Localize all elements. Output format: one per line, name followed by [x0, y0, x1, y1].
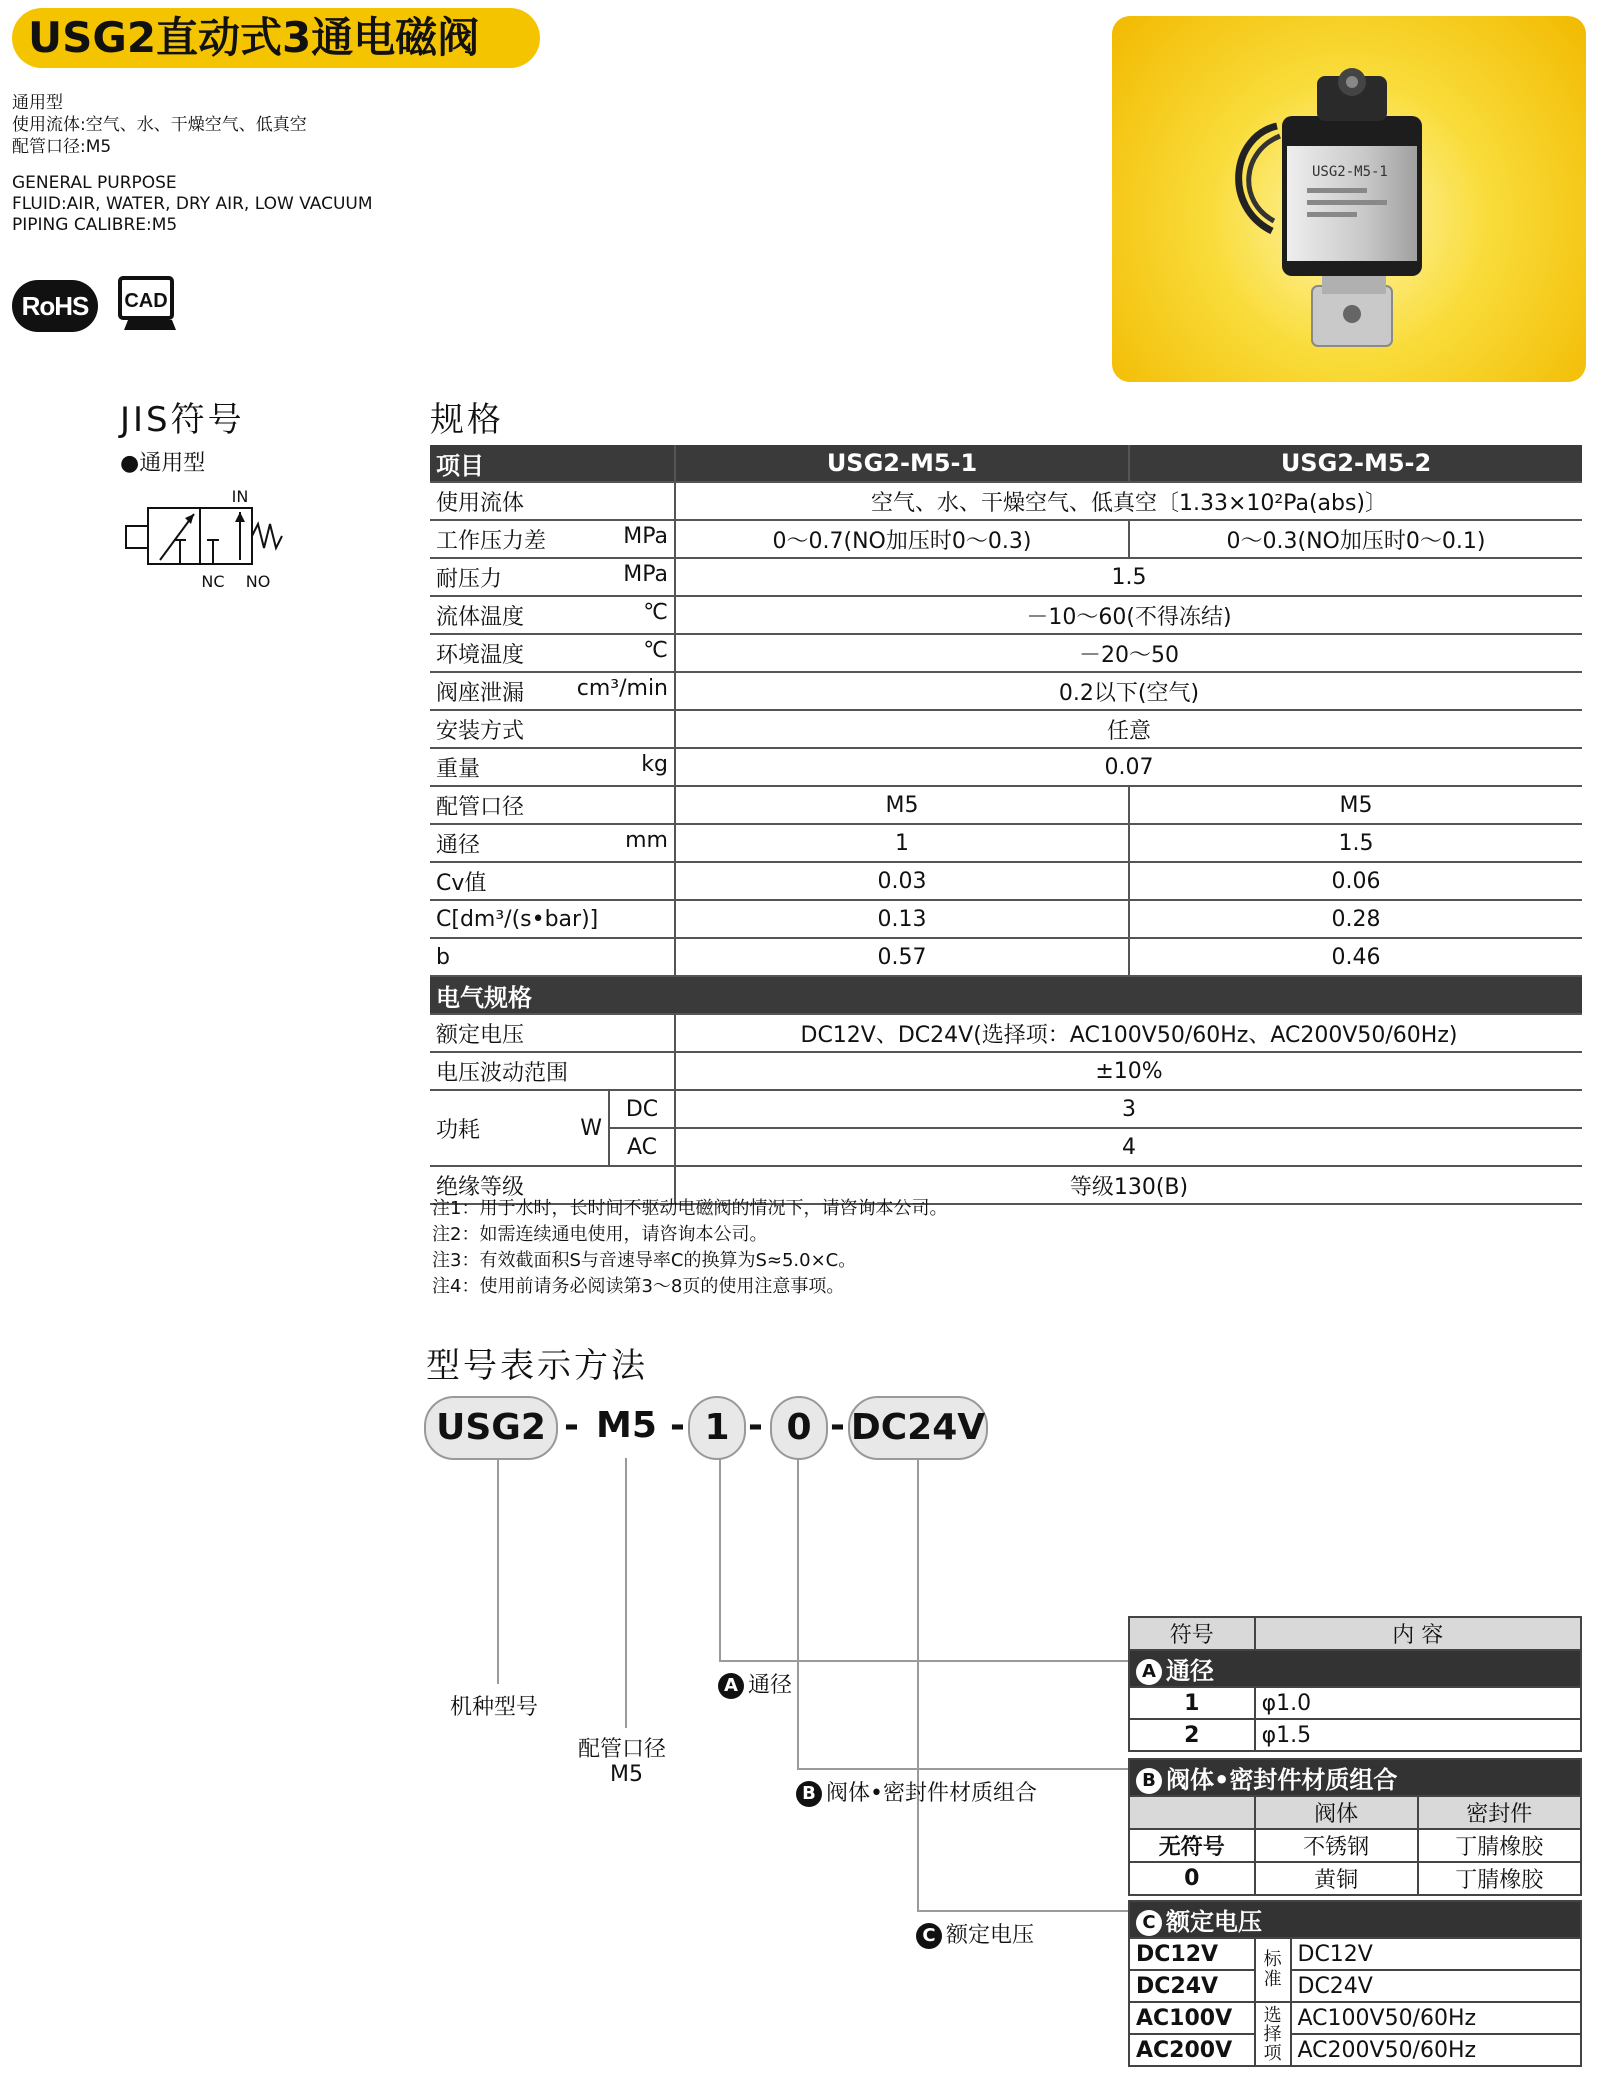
table-row	[430, 748, 1582, 786]
spec-row-label: 安装方式	[436, 718, 525, 744]
col-content: 内 容	[1255, 1617, 1581, 1650]
desc-en-1: GENERAL PURPOSE	[12, 173, 177, 193]
desc-cn-1: 通用型	[12, 93, 63, 113]
table-row	[430, 558, 1582, 596]
voltage-label: 额定电压	[430, 1014, 675, 1052]
spec-row-label: 配管口径	[436, 794, 525, 820]
selector-b-table: B 阀体•密封件材质组合 阀体 密封件 无符号 不锈钢 丁腈橡胶 0 黄铜 丁腈橡胶	[1128, 1758, 1582, 1896]
leader-series	[497, 1458, 499, 1684]
spec-row-value-2: 0～0.3(NO加压时0～0.1)	[1129, 520, 1582, 558]
table-row	[430, 1090, 1582, 1128]
note-1: 注1：用于水时，长时间不驱动电磁阀的情况下，请咨询本公司。	[432, 1198, 948, 1219]
table-row: DC12V 标准 DC12V	[1129, 1938, 1581, 1970]
table-row: 0 黄铜 丁腈橡胶	[1129, 1862, 1581, 1895]
desc-en-2: FLUID:AIR, WATER, DRY AIR, LOW VACUUM	[12, 194, 373, 214]
spec-row-value-1: 0.57	[675, 938, 1129, 976]
spec-row-unit: ℃	[643, 599, 668, 625]
note-2: 注2：如需连续通电使用，请咨询本公司。	[432, 1224, 768, 1245]
port-in-label: IN	[231, 487, 249, 506]
rohs-badge: RoHS	[12, 280, 98, 332]
spec-col-1: USG2-M5-1	[675, 445, 1129, 482]
port-no-label: NO	[245, 572, 271, 591]
table-row: AC100V 选择项 AC100V50/60Hz	[1129, 2002, 1581, 2034]
spec-row-label: 工作压力差	[436, 528, 547, 554]
table-row	[430, 482, 1582, 520]
spec-row-label: Cv值	[436, 870, 487, 896]
selector-a-title: A 通径	[1129, 1650, 1581, 1687]
jis-heading: JIS符号	[120, 400, 245, 440]
model-heading: 型号表示方法	[426, 1346, 648, 1386]
elec-header-row	[430, 976, 1582, 1014]
table-row	[430, 1014, 1582, 1052]
table-row	[430, 938, 1582, 976]
mark-a: A	[718, 1673, 744, 1699]
cad-label: CAD	[124, 290, 168, 312]
power-unit: W	[580, 1115, 602, 1141]
power-dc-label: DC	[610, 1091, 674, 1129]
port-nc-label: NC	[201, 572, 225, 591]
spec-row-value-1: －10～60(不得冻结)	[675, 596, 1582, 634]
product-photo	[1112, 16, 1586, 382]
spec-row-value-1: 0.13	[675, 900, 1129, 938]
mark-b: B	[796, 1781, 822, 1807]
spec-row-value-1: 任意	[675, 710, 1582, 748]
code-dash-2: -	[670, 1405, 685, 1446]
selector-c-table	[1128, 1900, 1582, 2067]
insul-label: 绝缘等级	[430, 1166, 675, 1204]
cad-icon[interactable]	[116, 274, 180, 336]
code-dash-3: -	[748, 1405, 763, 1446]
table-row	[430, 1052, 1582, 1090]
spec-row-label: 环境温度	[436, 642, 525, 668]
elec-heading: 电气规格	[430, 976, 1582, 1014]
power-label: 功耗	[436, 1117, 481, 1143]
power-dc-value: 3	[675, 1090, 1582, 1128]
code-port: M5	[596, 1405, 657, 1446]
spec-row-unit: cm³/min	[576, 675, 668, 701]
spec-row-value-2: 0.46	[1129, 938, 1582, 976]
code-series: USG2	[424, 1396, 558, 1460]
power-ac-label: AC	[626, 1134, 658, 1160]
table-row	[430, 710, 1582, 748]
product-label-text: USG2-M5-1	[1312, 164, 1388, 180]
spec-row-value-2: 1.5	[1129, 824, 1582, 862]
table-row	[430, 596, 1582, 634]
spec-row-unit: kg	[641, 751, 668, 777]
spec-col-item: 项目	[430, 445, 675, 482]
leader-c-h	[917, 1910, 1129, 1912]
power-ac-value: 4	[675, 1128, 1582, 1166]
code-c: DC24V	[848, 1396, 988, 1460]
spec-row-value-2: M5	[1129, 786, 1582, 824]
insul-value: 等级130(B)	[675, 1166, 1582, 1204]
table-row: AC200V AC200V50/60Hz	[1129, 2034, 1581, 2066]
spec-row-label: b	[436, 944, 450, 970]
spec-row-value-1: 0.07	[675, 748, 1582, 786]
spec-row-value-2: 0.06	[1129, 862, 1582, 900]
leader-port	[625, 1458, 627, 1728]
selector-b-title: B 阀体•密封件材质组合	[1129, 1759, 1581, 1796]
spec-row-value-1: M5	[675, 786, 1129, 824]
c-opt-label: 选择项	[1255, 2002, 1291, 2066]
fluct-value: ±10%	[675, 1052, 1582, 1090]
spec-row-value-1: 1	[675, 824, 1129, 862]
spec-row-unit: mm	[625, 827, 668, 853]
spec-row-value-2: 0.28	[1129, 900, 1582, 938]
table-row	[430, 824, 1582, 862]
leader-b	[797, 1458, 799, 1770]
spec-header-row	[430, 445, 1582, 482]
leader-a	[719, 1458, 721, 1662]
cap-a: A 通径	[718, 1668, 792, 1699]
spec-row-value-1: 空气、水、干燥空气、低真空〔1.33×10²Pa(abs)〕	[675, 482, 1582, 520]
code-dash-4: -	[830, 1405, 845, 1446]
spec-row-label: 阀座泄漏	[436, 680, 525, 706]
fluct-label: 电压波动范围	[430, 1052, 675, 1090]
col-symbol: 符号	[1129, 1617, 1255, 1650]
jis-symbol	[112, 484, 302, 596]
code-a: 1	[688, 1396, 746, 1460]
table-row	[430, 900, 1582, 938]
voltage-value: DC12V、DC24V(选择项：AC100V50/60Hz、AC200V50/60Hz)	[675, 1014, 1582, 1052]
table-row	[430, 862, 1582, 900]
table-row	[430, 672, 1582, 710]
mark-c: C	[916, 1923, 942, 1949]
spec-row-label: 流体温度	[436, 604, 525, 630]
power-cell	[430, 1090, 675, 1166]
spec-col-2: USG2-M5-2	[1129, 445, 1582, 482]
table-row: 无符号 不锈钢 丁腈橡胶	[1129, 1829, 1581, 1862]
spec-row-value-1: 0.03	[675, 862, 1129, 900]
note-3: 注3：有效截面积S与音速导率C的换算为S≈5.0×C。	[432, 1250, 857, 1271]
cap-b: B 阀体•密封件材质组合	[796, 1776, 1037, 1807]
selector-header	[1129, 1617, 1581, 1650]
selector-c-title: C 额定电压	[1129, 1901, 1581, 1938]
table-row: DC24V DC24V	[1129, 1970, 1581, 2002]
spec-row-label: 通径	[436, 832, 481, 858]
table-row: 1 φ1.0	[1129, 1687, 1581, 1719]
leader-b-h	[797, 1768, 1129, 1770]
spec-row-value-1: 0.2以下(空气)	[675, 672, 1582, 710]
table-row	[430, 634, 1582, 672]
table-row	[430, 520, 1582, 558]
table-row: 2 φ1.5	[1129, 1719, 1581, 1751]
spec-heading: 规格	[430, 400, 504, 440]
leader-a-h	[719, 1660, 1129, 1662]
cap-series: 机种型号	[450, 1695, 539, 1720]
spec-row-value-1: 1.5	[675, 558, 1582, 596]
note-4: 注4：使用前请务必阅读第3～8页的使用注意事项。	[432, 1276, 845, 1297]
spec-table	[430, 445, 1582, 1205]
spec-row-label: 耐压力	[436, 566, 503, 592]
desc-en-3: PIPING CALIBRE:M5	[12, 215, 178, 235]
desc-cn-2: 使用流体:空气、水、干燥空气、低真空	[12, 115, 307, 135]
spec-row-unit: ℃	[643, 637, 668, 663]
c-std-label: 标准	[1255, 1938, 1291, 2002]
desc-cn-3: 配管口径:M5	[12, 137, 112, 157]
selector-a-table	[1128, 1616, 1582, 1752]
spec-row-value-1: －20～50	[675, 634, 1582, 672]
table-row	[430, 786, 1582, 824]
jis-subtitle: ●通用型	[120, 451, 206, 476]
spec-row-label: 重量	[436, 756, 481, 782]
leader-c	[917, 1458, 919, 1912]
code-dash-1: -	[564, 1405, 579, 1446]
spec-row-label: C[dm³/(s•bar)]	[436, 906, 599, 932]
spec-row-unit: MPa	[623, 561, 668, 587]
spec-row-value-1: 0～0.7(NO加压时0～0.3)	[675, 520, 1129, 558]
cap-port-1: 配管口径	[578, 1737, 667, 1762]
page-title: USG2直动式3通电磁阀	[28, 13, 480, 62]
cap-c: C 额定电压	[916, 1918, 1034, 1949]
cap-port-2: M5	[610, 1762, 643, 1787]
code-b: 0	[770, 1396, 828, 1460]
notes	[432, 1196, 947, 1300]
spec-row-label: 使用流体	[436, 490, 525, 516]
spec-row-unit: MPa	[623, 523, 668, 549]
